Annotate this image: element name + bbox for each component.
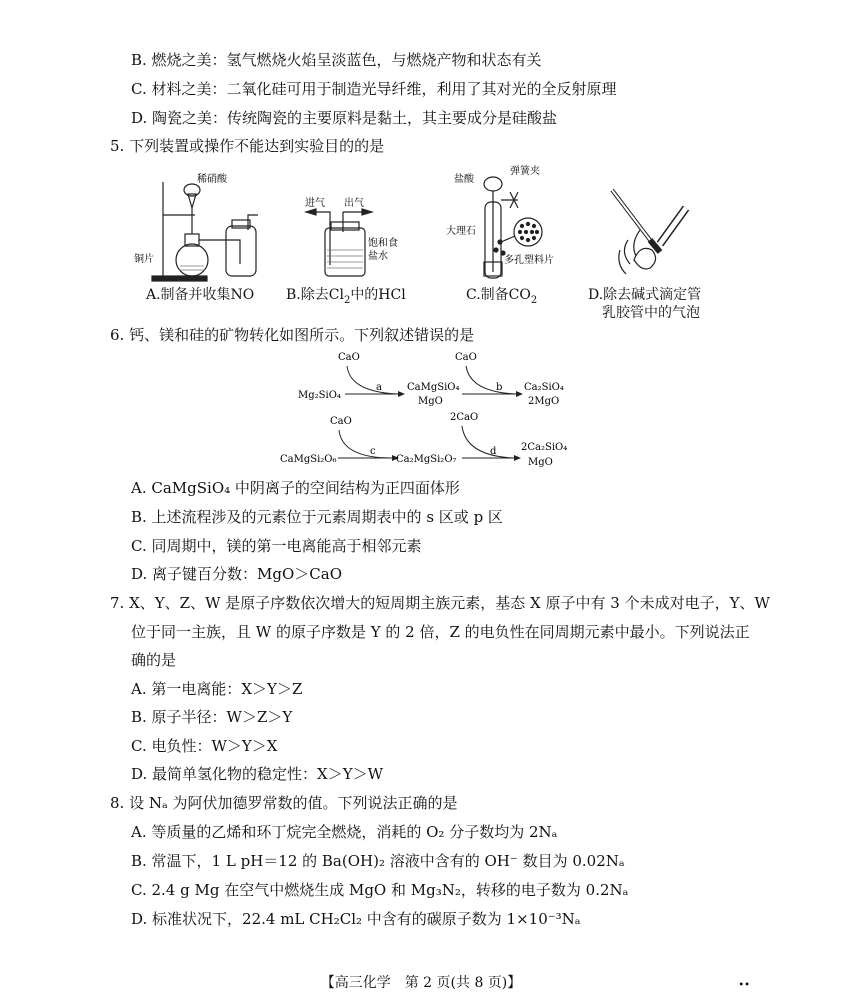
apparatus-b-diagram — [306, 209, 372, 276]
caption-d-2: 乳胶管中的气泡 — [602, 305, 700, 321]
label-c-marble: 大理石 — [446, 226, 476, 237]
q4-option-b: B. 燃烧之美：氢气燃烧火焰呈淡蓝色，与燃烧产物和状态有关 — [131, 51, 542, 69]
q7-stem-2: 位于同一主族，且 W 的原子序数是 Y 的 2 倍，Z 的电负性在同周期元素中最小。下列说法正 — [131, 623, 750, 641]
q4-option-d: D. 陶瓷之美：传统陶瓷的主要原料是黏土，其主要成分是硅酸盐 — [131, 109, 558, 127]
scheme-camgsio4: CaMgSiO₄ — [407, 382, 460, 393]
q6-option-d: D. 离子键百分数：MgO＞CaO — [131, 565, 343, 583]
scheme-label-a: a — [376, 382, 382, 393]
q7-option-d: D. 最简单氢化物的稳定性：X＞Y＞W — [131, 765, 384, 783]
label-b-out: 出气 — [344, 198, 364, 209]
q6-option-b: B. 上述流程涉及的元素位于元素周期表中的 s 区或 p 区 — [131, 508, 503, 526]
scheme-2mgo: 2MgO — [528, 396, 560, 407]
caption-b-post: 中的HCl — [350, 287, 406, 303]
label-a-acid: 稀硝酸 — [197, 174, 227, 185]
footer-mark: •• — [738, 980, 750, 991]
q7-option-a: A. 第一电离能：X＞Y＞Z — [131, 680, 303, 698]
q4-option-c: C. 材料之美：二氧化硅可用于制造光导纤维，利用了其对光的全反射原理 — [131, 80, 617, 98]
label-c-clip: 弹簧夹 — [510, 166, 540, 177]
scheme-label-b: b — [496, 382, 503, 393]
q7-stem-1: 7. X、Y、Z、W 是原子序数依次增大的短周期主族元素，基态 X 原子中有 3 个未成对电子，Y、W — [110, 594, 770, 612]
scheme-2cao: 2CaO — [450, 412, 479, 423]
scheme-ca2sio4: Ca₂SiO₄ — [524, 382, 564, 393]
q6-stem: 6. 钙、镁和硅的矿物转化如图所示。下列叙述错误的是 — [110, 326, 475, 344]
q7-stem-3: 确的是 — [131, 651, 177, 669]
q8-option-c: C. 2.4 g Mg 在空气中燃烧生成 MgO 和 Mg₃N₂，转移的电子数为 0.2Nₐ — [131, 881, 629, 899]
q8-option-b: B. 常温下，1 L pH＝12 的 Ba(OH)₂ 溶液中含有的 OH⁻ 数目为 0.02Nₐ — [131, 852, 625, 870]
scheme-label-d: d — [490, 446, 497, 457]
scheme-cao-b: CaO — [455, 352, 477, 363]
q7-option-b: B. 原子半径：W＞Z＞Y — [131, 708, 293, 726]
q6-option-a: A. CaMgSiO₄ 中阴离子的空间结构为正四面体形 — [131, 479, 460, 497]
caption-b-pre: B.除去Cl — [286, 287, 344, 303]
caption-b — [286, 284, 406, 306]
label-b-liquid-1: 饱和食 — [368, 238, 398, 249]
page-footer: 【高三化学 第 2 页(共 8 页)】 — [320, 975, 522, 991]
q8-stem: 8. 设 Nₐ 为阿伏加德罗常数的值。下列说法正确的是 — [110, 794, 458, 812]
caption-c — [466, 284, 537, 306]
caption-c-pre: C.制备CO — [466, 287, 531, 303]
label-a-copper: 铜片 — [134, 254, 154, 265]
caption-c-sub: 2 — [530, 294, 538, 306]
q8-option-a: A. 等质量的乙烯和环丁烷完全燃烧，消耗的 O₂ 分子数均为 2Nₐ — [131, 823, 558, 841]
scheme-camgsi2o6: CaMgSi₂O₆ — [280, 454, 337, 465]
q8-option-d: D. 标准状况下，22.4 mL CH₂Cl₂ 中含有的碳原子数为 1×10⁻³Nₐ — [131, 910, 581, 928]
q5-apparatus-figure — [0, 160, 842, 320]
caption-b-sub: 2 — [343, 294, 351, 306]
q6-option-c: C. 同周期中，镁的第一电离能高于相邻元素 — [131, 537, 422, 555]
q7-option-c: C. 电负性：W＞Y＞X — [131, 737, 278, 755]
apparatus-a-diagram — [152, 182, 258, 281]
scheme-mg2sio4: Mg₂SiO₄ — [298, 390, 341, 401]
scheme-cao-a: CaO — [338, 352, 360, 363]
scheme-mgo-d: MgO — [528, 457, 553, 468]
scheme-label-c: c — [370, 446, 376, 457]
scheme-ca2mgsi2o7: Ca₂MgSi₂O₇ — [396, 454, 457, 465]
q6-reaction-scheme — [0, 346, 842, 471]
scheme-cao-c: CaO — [330, 416, 352, 427]
label-b-in: 进气 — [305, 198, 325, 209]
q5-stem: 5. 下列装置或操作不能达到实验目的的是 — [110, 137, 385, 155]
apparatus-d-diagram — [612, 190, 686, 274]
caption-a: A.制备并收集NO — [146, 287, 255, 303]
scheme-mgo-a: MgO — [418, 396, 443, 407]
label-c-plate: 多孔塑料片 — [504, 255, 554, 266]
scheme-2ca2sio4: 2Ca₂SiO₄ — [521, 442, 568, 453]
label-b-liquid-2: 盐水 — [368, 251, 388, 262]
label-c-acid: 盐酸 — [454, 174, 474, 185]
caption-d-1: D.除去碱式滴定管 — [588, 287, 702, 303]
